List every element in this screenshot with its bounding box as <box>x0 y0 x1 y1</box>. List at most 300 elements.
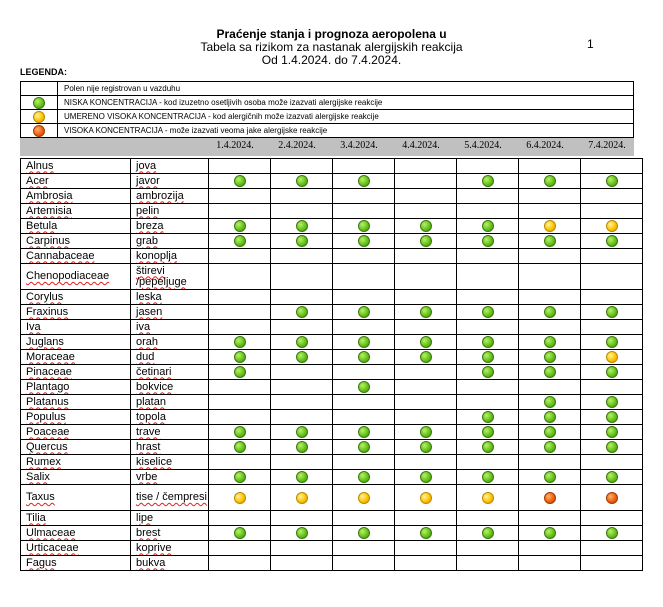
species-local <box>131 335 209 350</box>
yellow-circle-icon <box>606 351 618 363</box>
species-local-text: četinari <box>136 365 172 378</box>
green-circle-icon <box>606 306 618 318</box>
species-latin-text: Artemisia <box>26 204 72 217</box>
level-cell <box>209 470 271 485</box>
green-circle-icon <box>544 175 556 187</box>
species-latin-text: Moraceae <box>26 350 75 363</box>
level-cell <box>457 410 519 425</box>
green-circle-icon <box>606 441 618 453</box>
doc-title: Praćenje stanja i prognoza aeropolena u <box>216 27 447 41</box>
green-circle-icon <box>544 366 556 378</box>
species-local-text: tise / čempresi <box>136 491 207 503</box>
legend-icon-cell <box>21 82 58 96</box>
green-circle-icon <box>544 336 556 348</box>
green-circle-icon <box>420 220 432 232</box>
level-cell <box>333 455 395 470</box>
level-cell <box>519 234 581 249</box>
species-latin-text: Cannabaceae <box>26 249 95 262</box>
species-local-text: pelin <box>136 204 160 217</box>
species-latin-text: Plantago <box>26 380 70 393</box>
species-local <box>131 189 209 204</box>
table-row <box>21 440 643 455</box>
level-cell <box>581 541 643 556</box>
level-cell <box>457 511 519 526</box>
level-cell <box>333 290 395 305</box>
level-cell <box>271 335 333 350</box>
green-circle-icon <box>420 336 432 348</box>
level-cell <box>271 541 333 556</box>
green-circle-icon <box>296 527 308 539</box>
table-row <box>21 234 643 249</box>
legend-icon-cell <box>21 124 58 138</box>
green-circle-icon <box>482 336 494 348</box>
level-cell <box>519 511 581 526</box>
level-cell <box>519 395 581 410</box>
level-cell <box>395 526 457 541</box>
species-local <box>131 380 209 395</box>
level-cell <box>395 410 457 425</box>
table-row <box>21 204 643 219</box>
species-latin <box>21 335 131 350</box>
species-local-text: koprive <box>136 541 172 554</box>
species-latin-text: Ulmaceae <box>26 526 76 539</box>
species-local-text: grab <box>136 234 159 247</box>
level-cell <box>395 249 457 264</box>
level-cell <box>333 556 395 571</box>
level-cell <box>209 219 271 234</box>
level-cell <box>395 219 457 234</box>
green-circle-icon <box>544 396 556 408</box>
species-local <box>131 556 209 571</box>
level-cell <box>209 320 271 335</box>
species-local <box>131 350 209 365</box>
species-latin <box>21 541 131 556</box>
level-cell <box>519 470 581 485</box>
green-circle-icon <box>420 527 432 539</box>
green-circle-icon <box>482 351 494 363</box>
level-cell <box>581 380 643 395</box>
level-cell <box>333 335 395 350</box>
species-local-text: jasen <box>136 305 163 318</box>
species-local-text: ambrozija <box>136 189 184 202</box>
species-local <box>131 249 209 264</box>
yellow-circle-icon <box>296 492 308 504</box>
species-local <box>131 305 209 320</box>
level-cell <box>395 320 457 335</box>
green-circle-icon <box>544 527 556 539</box>
level-cell <box>519 541 581 556</box>
level-cell <box>333 365 395 380</box>
level-cell <box>209 556 271 571</box>
green-circle-icon <box>358 336 370 348</box>
species-local <box>131 290 209 305</box>
table-row <box>21 556 643 571</box>
table-row <box>21 511 643 526</box>
green-circle-icon <box>420 426 432 438</box>
doc-subtitle: Tabela sa rizikom za nastanak alergijskih reakcija <box>200 40 463 54</box>
level-cell <box>209 264 271 290</box>
yellow-circle-icon <box>482 492 494 504</box>
level-cell <box>457 455 519 470</box>
species-local-text: jova <box>136 159 157 172</box>
species-local-text: štirevi /pepeljuge <box>136 264 187 288</box>
level-cell <box>395 395 457 410</box>
date-header: 4.4.2024. <box>402 140 440 151</box>
green-circle-icon <box>606 175 618 187</box>
level-cell <box>581 305 643 320</box>
level-cell <box>271 556 333 571</box>
table-row <box>21 189 643 204</box>
species-latin <box>21 395 131 410</box>
species-local-text: kiselice <box>136 455 173 468</box>
level-cell <box>457 470 519 485</box>
level-cell <box>209 335 271 350</box>
green-circle-icon <box>482 235 494 247</box>
level-cell <box>457 425 519 440</box>
level-cell <box>209 511 271 526</box>
level-cell <box>271 365 333 380</box>
level-cell <box>519 380 581 395</box>
green-circle-icon <box>234 175 246 187</box>
level-cell <box>271 189 333 204</box>
green-circle-icon <box>544 306 556 318</box>
species-local-text: dud <box>136 350 155 363</box>
species-latin-text: Fagus <box>26 556 57 569</box>
green-circle-icon <box>482 220 494 232</box>
level-cell <box>395 380 457 395</box>
level-cell <box>271 159 333 174</box>
level-cell <box>271 305 333 320</box>
species-latin <box>21 320 131 335</box>
table-row <box>21 410 643 425</box>
legend-icon-cell <box>21 96 58 110</box>
level-cell <box>333 541 395 556</box>
legend-text: UMERENO VISOKA KONCENTRACIJA - kod alergičnih može izazvati alergijske reakcije <box>58 110 634 124</box>
green-circle-icon <box>234 441 246 453</box>
green-circle-icon <box>420 441 432 453</box>
green-circle-icon <box>358 175 370 187</box>
species-local-text: topola <box>136 410 166 423</box>
legend-table <box>20 81 634 138</box>
table-row <box>21 380 643 395</box>
level-cell <box>457 159 519 174</box>
table-row <box>21 219 643 234</box>
orange-circle-icon <box>544 492 556 504</box>
level-cell <box>395 264 457 290</box>
level-cell <box>395 335 457 350</box>
level-cell <box>581 395 643 410</box>
level-cell <box>209 425 271 440</box>
species-local-text: trave <box>136 425 161 438</box>
species-local <box>131 455 209 470</box>
level-cell <box>271 219 333 234</box>
green-circle-icon <box>358 235 370 247</box>
level-cell <box>271 290 333 305</box>
species-local <box>131 410 209 425</box>
green-circle-icon <box>296 351 308 363</box>
level-cell <box>395 159 457 174</box>
level-cell <box>271 526 333 541</box>
green-circle-icon <box>482 527 494 539</box>
level-cell <box>519 290 581 305</box>
level-cell <box>209 174 271 189</box>
species-latin <box>21 249 131 264</box>
species-latin-text: Rumex <box>26 455 61 468</box>
level-cell <box>581 556 643 571</box>
level-cell <box>271 511 333 526</box>
orange-circle-icon <box>606 492 618 504</box>
green-circle-icon <box>358 471 370 483</box>
level-cell <box>519 410 581 425</box>
level-cell <box>209 159 271 174</box>
species-latin <box>21 290 131 305</box>
green-circle-icon <box>33 97 45 109</box>
green-circle-icon <box>234 366 246 378</box>
green-circle-icon <box>234 426 246 438</box>
species-local-text: platan <box>136 395 166 408</box>
level-cell <box>209 350 271 365</box>
yellow-circle-icon <box>33 111 45 123</box>
table-row <box>21 249 643 264</box>
species-local <box>131 440 209 455</box>
level-cell <box>209 290 271 305</box>
species-local-text: breza <box>136 219 164 232</box>
level-cell <box>519 335 581 350</box>
green-circle-icon <box>606 527 618 539</box>
species-local <box>131 234 209 249</box>
species-local-text: konoplja <box>136 249 177 262</box>
green-circle-icon <box>606 411 618 423</box>
legend-row <box>21 96 634 110</box>
level-cell <box>581 425 643 440</box>
level-cell <box>457 541 519 556</box>
level-cell <box>395 556 457 571</box>
species-latin <box>21 219 131 234</box>
legend-row <box>21 110 634 124</box>
table-row <box>21 335 643 350</box>
level-cell <box>581 189 643 204</box>
level-cell <box>333 234 395 249</box>
species-latin <box>21 174 131 189</box>
species-local <box>131 365 209 380</box>
level-cell <box>333 511 395 526</box>
date-header: 2.4.2024. <box>278 140 316 151</box>
pollen-table <box>20 158 643 571</box>
legend-text: NISKA KONCENTRACIJA - kod izuzetno osetljivih osoba može izazvati alergijske reakcije <box>58 96 634 110</box>
species-latin <box>21 305 131 320</box>
species-local-text: hrast <box>136 440 161 453</box>
level-cell <box>581 249 643 264</box>
green-circle-icon <box>296 471 308 483</box>
level-cell <box>457 249 519 264</box>
level-cell <box>457 526 519 541</box>
date-header: 3.4.2024. <box>340 140 378 151</box>
level-cell <box>519 556 581 571</box>
level-cell <box>457 234 519 249</box>
species-latin-text: Quercus <box>26 440 68 453</box>
table-row <box>21 541 643 556</box>
level-cell <box>395 440 457 455</box>
species-local-text: brest <box>136 526 161 539</box>
green-circle-icon <box>482 306 494 318</box>
green-circle-icon <box>544 235 556 247</box>
species-local <box>131 395 209 410</box>
level-cell <box>395 485 457 511</box>
level-cell <box>457 556 519 571</box>
level-cell <box>395 350 457 365</box>
level-cell <box>519 174 581 189</box>
level-cell <box>457 174 519 189</box>
level-cell <box>581 455 643 470</box>
table-row <box>21 455 643 470</box>
level-cell <box>519 249 581 264</box>
level-cell <box>519 350 581 365</box>
table-row <box>21 159 643 174</box>
level-cell <box>271 320 333 335</box>
level-cell <box>457 204 519 219</box>
species-latin-text: Corylus <box>26 290 64 303</box>
level-cell <box>519 305 581 320</box>
species-local-text: javor <box>136 174 160 187</box>
level-cell <box>333 425 395 440</box>
species-local-text: iva <box>136 320 151 333</box>
table-row <box>21 425 643 440</box>
species-latin-text: Iva <box>26 320 41 333</box>
level-cell <box>209 485 271 511</box>
species-local <box>131 264 209 290</box>
level-cell <box>395 290 457 305</box>
green-circle-icon <box>296 175 308 187</box>
green-circle-icon <box>234 235 246 247</box>
yellow-circle-icon <box>606 220 618 232</box>
level-cell <box>209 380 271 395</box>
species-latin <box>21 410 131 425</box>
species-latin-text: Pinaceae <box>26 365 72 378</box>
level-cell <box>395 174 457 189</box>
green-circle-icon <box>234 471 246 483</box>
level-cell <box>271 455 333 470</box>
level-cell <box>581 470 643 485</box>
table-row <box>21 350 643 365</box>
level-cell <box>209 249 271 264</box>
date-header: 7.4.2024. <box>588 140 626 151</box>
green-circle-icon <box>358 441 370 453</box>
green-circle-icon <box>358 220 370 232</box>
level-cell <box>271 204 333 219</box>
level-cell <box>333 395 395 410</box>
level-cell <box>333 219 395 234</box>
green-circle-icon <box>296 441 308 453</box>
species-local <box>131 320 209 335</box>
level-cell <box>333 305 395 320</box>
species-latin-text: Ambrosia <box>26 189 73 202</box>
species-latin-text: Poaceae <box>26 425 70 438</box>
species-latin-text: Acer <box>26 174 49 187</box>
level-cell <box>581 485 643 511</box>
green-circle-icon <box>358 426 370 438</box>
species-latin-text: Taxus <box>26 491 55 503</box>
species-local <box>131 159 209 174</box>
level-cell <box>457 320 519 335</box>
species-latin-text: Platanus <box>26 395 69 408</box>
table-row <box>21 395 643 410</box>
level-cell <box>519 219 581 234</box>
green-circle-icon <box>482 426 494 438</box>
green-circle-icon <box>420 471 432 483</box>
doc-date-range: Od 1.4.2024. do 7.4.2024. <box>261 53 402 67</box>
species-latin-text: Betula <box>26 219 58 232</box>
green-circle-icon <box>420 306 432 318</box>
level-cell <box>581 219 643 234</box>
species-local-text: orah <box>136 335 159 348</box>
level-cell <box>271 410 333 425</box>
green-circle-icon <box>234 527 246 539</box>
level-cell <box>209 305 271 320</box>
green-circle-icon <box>606 426 618 438</box>
level-cell <box>271 234 333 249</box>
species-latin <box>21 425 131 440</box>
level-cell <box>581 290 643 305</box>
level-cell <box>581 410 643 425</box>
species-latin-text: Salix <box>26 470 50 483</box>
species-local <box>131 425 209 440</box>
level-cell <box>395 189 457 204</box>
level-cell <box>395 455 457 470</box>
level-cell <box>395 425 457 440</box>
level-cell <box>581 174 643 189</box>
species-latin-text: Populus <box>26 410 66 423</box>
level-cell <box>581 365 643 380</box>
level-cell <box>333 320 395 335</box>
green-circle-icon <box>544 441 556 453</box>
species-latin <box>21 234 131 249</box>
species-local-text: bukva <box>136 556 166 569</box>
green-circle-icon <box>420 235 432 247</box>
species-latin <box>21 511 131 526</box>
species-local <box>131 511 209 526</box>
level-cell <box>581 159 643 174</box>
species-local <box>131 485 209 511</box>
legend-title: LEGENDA: <box>20 67 67 77</box>
level-cell <box>209 365 271 380</box>
species-latin <box>21 380 131 395</box>
species-latin-text: Juglans <box>26 335 64 348</box>
green-circle-icon <box>544 351 556 363</box>
level-cell <box>519 264 581 290</box>
species-latin <box>21 365 131 380</box>
species-latin <box>21 264 131 290</box>
species-local-text: vrbe <box>136 470 158 483</box>
level-cell <box>333 249 395 264</box>
species-latin <box>21 159 131 174</box>
species-local <box>131 174 209 189</box>
level-cell <box>519 526 581 541</box>
level-cell <box>457 264 519 290</box>
level-cell <box>209 395 271 410</box>
level-cell <box>457 350 519 365</box>
level-cell <box>209 541 271 556</box>
species-latin-text: Carpinus <box>26 234 71 247</box>
green-circle-icon <box>358 381 370 393</box>
species-local <box>131 219 209 234</box>
legend-text: Polen nije registrovan u vazduhu <box>58 82 634 96</box>
green-circle-icon <box>234 220 246 232</box>
table-row <box>21 264 643 290</box>
species-local-text: lipe <box>136 511 154 524</box>
yellow-circle-icon <box>544 220 556 232</box>
green-circle-icon <box>482 366 494 378</box>
green-circle-icon <box>606 235 618 247</box>
